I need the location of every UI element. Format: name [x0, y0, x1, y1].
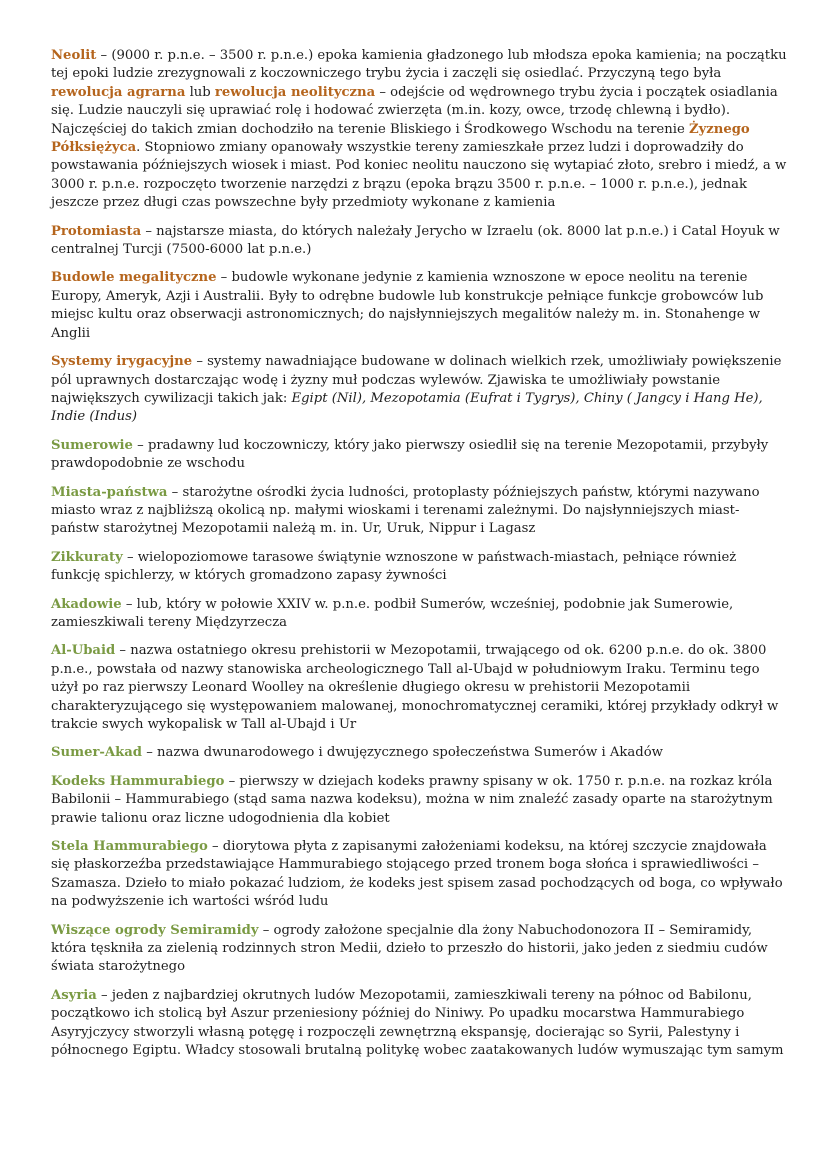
glossary-term: Neolit — [51, 48, 97, 63]
term-separator: – — [141, 223, 157, 239]
glossary-term: Akadowie — [51, 596, 122, 612]
glossary-entry — [51, 922, 787, 977]
definition-text: – odejście od wędrownego trybu życia i początek osiadlania się. Ludzie nauczyli się uprawiać rolę i hodować zwierzęta (m.in. kozy, owce, trzodę chlewną i bydło). Najczęściej do takich zmian dochodziło na terenie Bliskiego i Środkowego Wschodu na terenie — [51, 84, 778, 137]
highlighted-term: rewolucja agrarna — [51, 84, 186, 100]
glossary-term: Wiszące ogrody Semiramidy — [51, 922, 259, 938]
term-separator: – — [207, 839, 223, 855]
glossary-entry — [51, 47, 787, 213]
glossary-term: Protomiasta — [51, 223, 142, 239]
term-separator: – — [258, 922, 274, 938]
definition-text: nazwa ostatniego okresu prehistorii w Mezopotamii, trwającego od ok. 6200 p.n.e. do ok. 3800 p.n.e., powstała od nazwy stanowiska archeologicznego Tall al-Ubajd w południowym Iraku. Terminu tego użył po raz pierwszy Leonard Woolley na określenie długiego okresu w prehistorii Mezopotamii charakteryzującego się występowaniem malowanej, monochromatycznej ceramiki, której przykłady odkrył w trakcie swych wykopalisk w Tall al-Ubajd i Ur — [51, 643, 779, 732]
definition-text: starożytne ośrodki życia ludności, protoplasty późniejszych państw, którymi nazywano miasto wraz z najbliższą okolicą np. małymi wioskami i terenami zależnymi. Do najsłynniejszych miast-państw starożytnej Mezopotamii należą m. in. Ur, Uruk, Nippur i Lagasz — [51, 484, 760, 537]
glossary-list — [51, 47, 787, 1061]
glossary-term: Sumerowie — [51, 437, 133, 453]
definition-text: najstarsze miasta, do których należały Jerycho w Izraelu (ok. 8000 lat p.n.e.) i Catal Hoyuk w centralnej Turcji (7500-6000 lat p.n.e.) — [51, 223, 780, 258]
definition-text: wielopoziomowe tarasowe świątynie wznoszone w państwach-miastach, pełniące również funkcję spichlerzy, w których gromadzono zapasy żywności — [51, 549, 737, 584]
glossary-term: Miasta-państwa — [51, 484, 168, 500]
term-separator: – — [192, 354, 208, 370]
term-separator: – — [167, 484, 183, 500]
term-separator: – — [142, 745, 157, 761]
glossary-term: Asyria — [51, 987, 97, 1003]
definition-text: lub, który w połowie XXIV w. p.n.e. podbił Sumerów, wcześniej, podobnie jak Sumerowie, zamieszkiwali tereny Międzyrzecza — [51, 596, 734, 630]
glossary-term: Zikkuraty — [51, 549, 123, 565]
glossary-entry — [51, 642, 787, 734]
definition-text: pierwszy w dziejach kodeks prawny spisany w ok. 1750 r. p.n.e. na rozkaz króla Babilonii – Hammurabiego (stąd sama nazwa kodeksu), można w nim znaleźć zasady oparte na starożytnym prawie talionu oraz liczne udogodnienia dla kobiet — [51, 773, 773, 826]
glossary-entry — [51, 223, 787, 260]
definition-text: diorytowa płyta z zapisanymi założeniami kodeksu, na której szczycie znajdowała się płaskorzeźba przedstawiające Hammurabiego stojącego przed tronem boga słońca i sprawiedliwości – Szamasza. Dzieło to miało pokazać ludziom, że kodeks jest spisem zasad pochodzących od boga, co wpływało na podwyższenie ich wartości wśród ludu — [51, 839, 783, 910]
term-separator: – — [122, 549, 138, 565]
definition-text: budowle wykonane jedynie z kamienia wznoszone w epoce neolitu na terenie Europy, Ameryk, Azji i Australii. Były to odrębne budowle lub konstrukcje pełniące funkcje grobowców lub miejsc kultu oraz obserwacji astronomicznych; do najsłynniejszych megalitów należy m. in. Stonahenge w Anglii — [51, 270, 764, 341]
definition-text: nazwa dwunarodowego i dwujęzycznego społeczeństwa Sumerów i Akadów — [157, 745, 663, 761]
definition-text: pradawny lud koczowniczy, który jako pierwszy osiedlił się na terenie Mezopotamii, przybyły prawdopodobnie ze wschodu — [51, 437, 769, 472]
glossary-term: Sumer-Akad — [51, 745, 143, 761]
glossary-term: Al-Ubaid — [51, 643, 116, 659]
term-separator: – — [115, 643, 131, 659]
glossary-entry — [51, 596, 787, 633]
term-separator: – — [96, 48, 112, 63]
term-separator: – — [216, 270, 232, 286]
glossary-term: Stela Hammurabiego — [51, 839, 208, 855]
term-separator: – — [132, 437, 148, 453]
glossary-term: Budowle megalityczne — [51, 270, 217, 286]
document-page — [51, 47, 787, 1071]
definition-text: . Stopniowo zmiany opanowały wszystkie tereny zamieszkałe przez ludzi i doprowadziły do powstawania późniejszych wiosek i miast. Pod koniec neolitu nauczono się wytapiać złoto, srebro i miedź, a w 3000 r. p.n.e. rozpoczęto tworzenie narzędzi z brązu (epoka brązu 3500 r. p.n.e. – 1000 r. p.n.e.), jednak jeszcze przez długi czas powszechne były przedmioty wykonane z kamienia — [51, 140, 787, 211]
glossary-entry — [51, 987, 787, 1061]
definition-text: (9000 r. p.n.e. – 3500 r. p.n.e.) epoka kamienia gładzonego lub młodsza epoka kamienia; na początku tej epoki ludzie zrezygnowali z koczowniczego trybu życia i zaczęli się osiedlać. Przyczyną tego była — [51, 48, 787, 82]
term-separator: – — [96, 987, 112, 1003]
italic-text: Egipt (Nil), Mezopotamia (Eufrat i Tygrys), Chiny ( Jangcy i Hang He), Indie (Indus) — [51, 390, 763, 425]
highlighted-term: Żyznego Półksiężyca — [51, 121, 750, 156]
glossary-entry — [51, 269, 787, 343]
glossary-term: Kodeks Hammurabiego — [51, 773, 225, 789]
glossary-entry — [51, 484, 787, 539]
term-separator: – — [224, 773, 240, 789]
term-separator: – — [121, 596, 137, 612]
definition-text: ogrody założone specjalnie dla żony Nabuchodonozora II – Semiramidy, która tęskniła za zielenią rodzinnych stron Medii, dzieło to przeszło do historii, jako jeden z siedmiu cudów świata starożytnego — [51, 922, 768, 975]
glossary-term: Systemy irygacyjne — [51, 354, 193, 370]
glossary-entry — [51, 353, 787, 427]
definition-text: jeden z najbardziej okrutnych ludów Mezopotamii, zamieszkiwali tereny na północ od Babilonu, początkowo ich stolicą był Aszur przeniesiony później do Niniwy. Po upadku mocarstwa Hammurabiego Asyryjczycy stworzyli własną potęgę i rozpoczęli zewnętrzną ekspansję, docierając so Syrii, Palestyny i północnego Egiptu. Władcy stosowali brutalną politykę wobec zaatakowanych ludów wymuszając tym samym — [51, 987, 784, 1059]
definition-text: lub — [185, 84, 215, 100]
glossary-entry — [51, 549, 787, 586]
highlighted-term: rewolucja neolityczna — [214, 84, 376, 100]
glossary-entry — [51, 437, 787, 474]
definition-text: systemy nawadniające budowane w dolinach wielkich rzek, umożliwiały powiększenie pól uprawnych dostarczając wodę i żyzny muł podczas wylewów. Zjawiska te umożliwiały powstanie największych cywilizacji takich jak: — [51, 354, 782, 406]
glossary-entry — [51, 744, 787, 762]
glossary-entry — [51, 838, 787, 912]
glossary-entry — [51, 773, 787, 828]
